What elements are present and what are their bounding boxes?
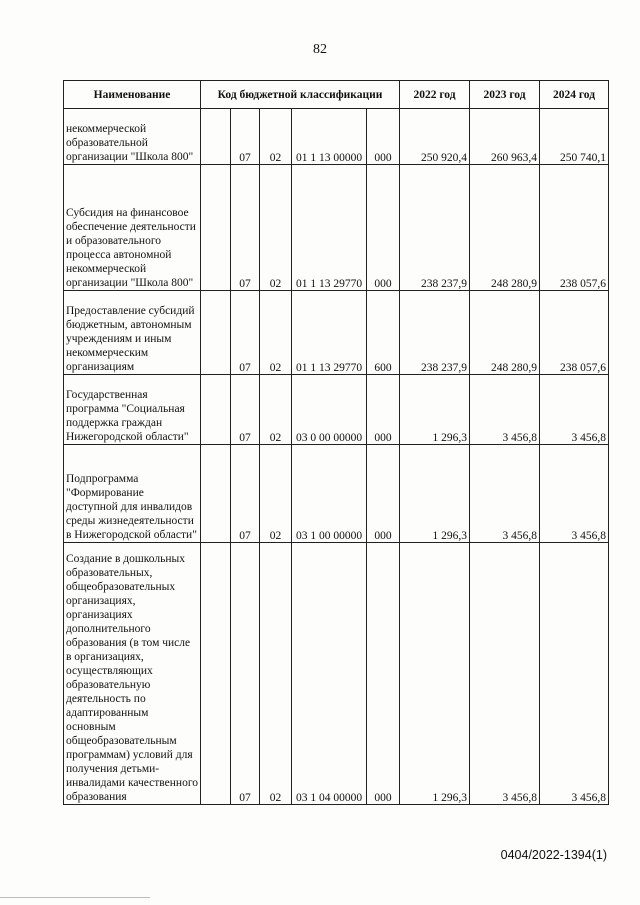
row-2022: 250 920,4 xyxy=(400,109,470,165)
document-registration-code: 0404/2022-1394(1) xyxy=(500,848,607,862)
row-expense-type: 000 xyxy=(367,543,400,805)
row-2024: 238 057,6 xyxy=(540,165,609,291)
row-subsection: 02 xyxy=(260,165,292,291)
table-row xyxy=(64,445,609,543)
row-2023: 248 280,9 xyxy=(470,291,540,375)
row-2022: 238 237,9 xyxy=(400,165,470,291)
row-spacer xyxy=(201,375,231,445)
scan-artifact-line xyxy=(0,897,150,898)
row-2022: 1 296,3 xyxy=(400,543,470,805)
row-name: Подпрограмма "Формирование доступной для инвалидов среды жизнедеятельности в Нижегородской области" xyxy=(64,445,201,543)
row-section: 07 xyxy=(231,165,260,291)
header-2024: 2024 год xyxy=(540,81,609,109)
row-expense-type: 600 xyxy=(367,291,400,375)
row-target-article: 01 1 13 29770 xyxy=(292,165,367,291)
row-target-article: 03 1 04 00000 xyxy=(292,543,367,805)
row-spacer xyxy=(201,445,231,543)
row-target-article: 01 1 13 00000 xyxy=(292,109,367,165)
table-row xyxy=(64,291,609,375)
row-section: 07 xyxy=(231,291,260,375)
header-2022: 2022 год xyxy=(400,81,470,109)
row-target-article: 03 1 00 00000 xyxy=(292,445,367,543)
row-name: Государственная программа "Социальная поддержка граждан Нижегородской области" xyxy=(64,375,201,445)
row-name: Предоставление субсидий бюджетным, автономным учреждениям и иным некоммерческим организациям xyxy=(64,291,201,375)
row-2024: 3 456,8 xyxy=(540,445,609,543)
table-row xyxy=(64,165,609,291)
row-subsection: 02 xyxy=(260,543,292,805)
row-2024: 250 740,1 xyxy=(540,109,609,165)
row-spacer xyxy=(201,165,231,291)
row-name: некоммерческой образовательной организации "Школа 800" xyxy=(64,109,201,165)
row-expense-type: 000 xyxy=(367,375,400,445)
row-subsection: 02 xyxy=(260,375,292,445)
page-number: 82 xyxy=(313,42,327,57)
row-target-article: 03 0 00 00000 xyxy=(292,375,367,445)
header-2023: 2023 год xyxy=(470,81,540,109)
row-2022: 1 296,3 xyxy=(400,375,470,445)
row-target-article: 01 1 13 29770 xyxy=(292,291,367,375)
row-2024: 3 456,8 xyxy=(540,375,609,445)
row-2023: 260 963,4 xyxy=(470,109,540,165)
row-spacer xyxy=(201,109,231,165)
row-expense-type: 000 xyxy=(367,445,400,543)
row-2024: 238 057,6 xyxy=(540,291,609,375)
table-row xyxy=(64,543,609,805)
row-section: 07 xyxy=(231,109,260,165)
row-subsection: 02 xyxy=(260,109,292,165)
row-spacer xyxy=(201,543,231,805)
row-section: 07 xyxy=(231,375,260,445)
header-name: Наименование xyxy=(64,81,201,109)
row-subsection: 02 xyxy=(260,445,292,543)
row-spacer xyxy=(201,291,231,375)
row-2023: 248 280,9 xyxy=(470,165,540,291)
row-2023: 3 456,8 xyxy=(470,375,540,445)
header-code: Код бюджетной классификации xyxy=(201,81,400,109)
row-2022: 1 296,3 xyxy=(400,445,470,543)
budget-table xyxy=(63,80,609,805)
row-expense-type: 000 xyxy=(367,109,400,165)
row-subsection: 02 xyxy=(260,291,292,375)
row-2023: 3 456,8 xyxy=(470,445,540,543)
table-header-row xyxy=(64,81,609,109)
row-name: Создание в дошкольных образовательных, общеобразовательных организациях, организациях дополнительного образования (в том числе в организациях, осуществляющих образовательную деятельность по адаптированным основным общеобразовательным программам) условий для получения детьми-инвалидами качественного образования xyxy=(64,543,201,805)
row-2024: 3 456,8 xyxy=(540,543,609,805)
table-row xyxy=(64,375,609,445)
row-section: 07 xyxy=(231,445,260,543)
row-2023: 3 456,8 xyxy=(470,543,540,805)
row-expense-type: 000 xyxy=(367,165,400,291)
row-2022: 238 237,9 xyxy=(400,291,470,375)
table-row xyxy=(64,109,609,165)
row-section: 07 xyxy=(231,543,260,805)
row-name: Субсидия на финансовое обеспечение деятельности и образовательного процесса автономной некоммерческой организации "Школа 800" xyxy=(64,165,201,291)
